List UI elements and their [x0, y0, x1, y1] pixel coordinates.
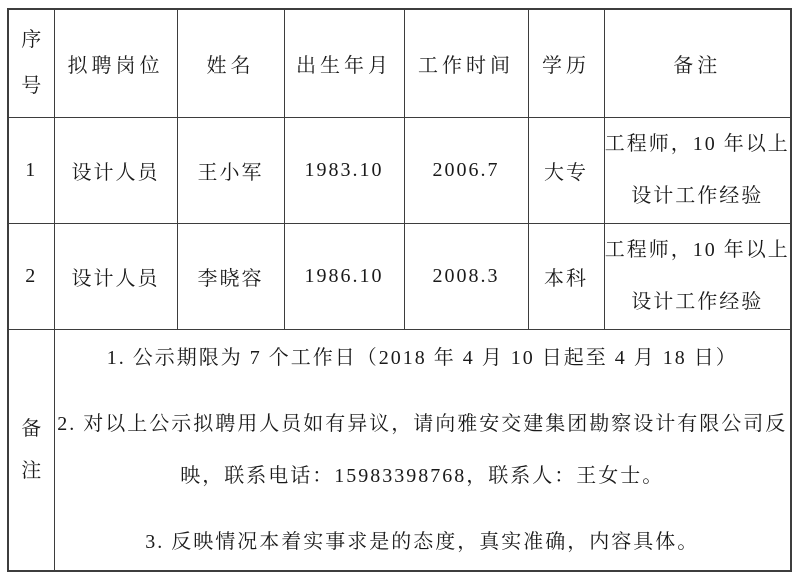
cell-row1-remark: 工程师，10 年以上设计工作经验	[604, 117, 791, 223]
footer-note-3: 3. 反映情况本着实事求是的态度，真实准确，内容具体。	[145, 530, 700, 553]
header-position: 拟聘岗位	[54, 9, 177, 117]
footer-note-1: 1. 公示期限为 7 个工作日（2018 年 4 月 10 日起至 4 月 18 日）	[106, 346, 738, 369]
cell-row2-work-start: 2008.3	[404, 223, 528, 329]
header-education: 学历	[528, 9, 604, 117]
table-row-2	[8, 223, 791, 329]
cell-row2-education: 本科	[528, 223, 604, 329]
cell-row2-birth: 1986.10	[284, 223, 404, 329]
cell-row2-position: 设计人员	[54, 223, 177, 329]
table-header-row	[8, 9, 791, 117]
cell-row1-work-start: 2006.7	[404, 117, 528, 223]
recruitment-publicity-table	[7, 8, 792, 572]
cell-row2-serial: 2	[8, 223, 54, 329]
header-serial-number	[8, 9, 54, 117]
header-name: 姓名	[177, 9, 284, 117]
header-serial-number-label: 序号	[21, 29, 42, 98]
footer-note-2: 2. 对以上公示拟聘用人员如有异议，请向雅安交建集团勘察设计有限公司反映，联系电话：15983398768，联系人：王女士。	[57, 412, 788, 487]
header-remark: 备注	[604, 9, 791, 117]
cell-row1-birth: 1983.10	[284, 117, 404, 223]
footer-label: 备注	[21, 417, 42, 482]
cell-row1-position: 设计人员	[54, 117, 177, 223]
cell-row1-education: 大专	[528, 117, 604, 223]
header-work-time: 工作时间	[404, 9, 528, 117]
header-birth-date: 出生年月	[284, 9, 404, 117]
cell-row1-name: 王小军	[177, 117, 284, 223]
cell-row1-serial: 1	[8, 117, 54, 223]
footer-label-cell	[8, 329, 54, 571]
table-footer-row	[8, 329, 791, 571]
table-row-1	[8, 117, 791, 223]
footer-notes-cell	[54, 329, 791, 571]
cell-row2-remark: 工程师，10 年以上设计工作经验	[604, 223, 791, 329]
cell-row2-name: 李晓容	[177, 223, 284, 329]
